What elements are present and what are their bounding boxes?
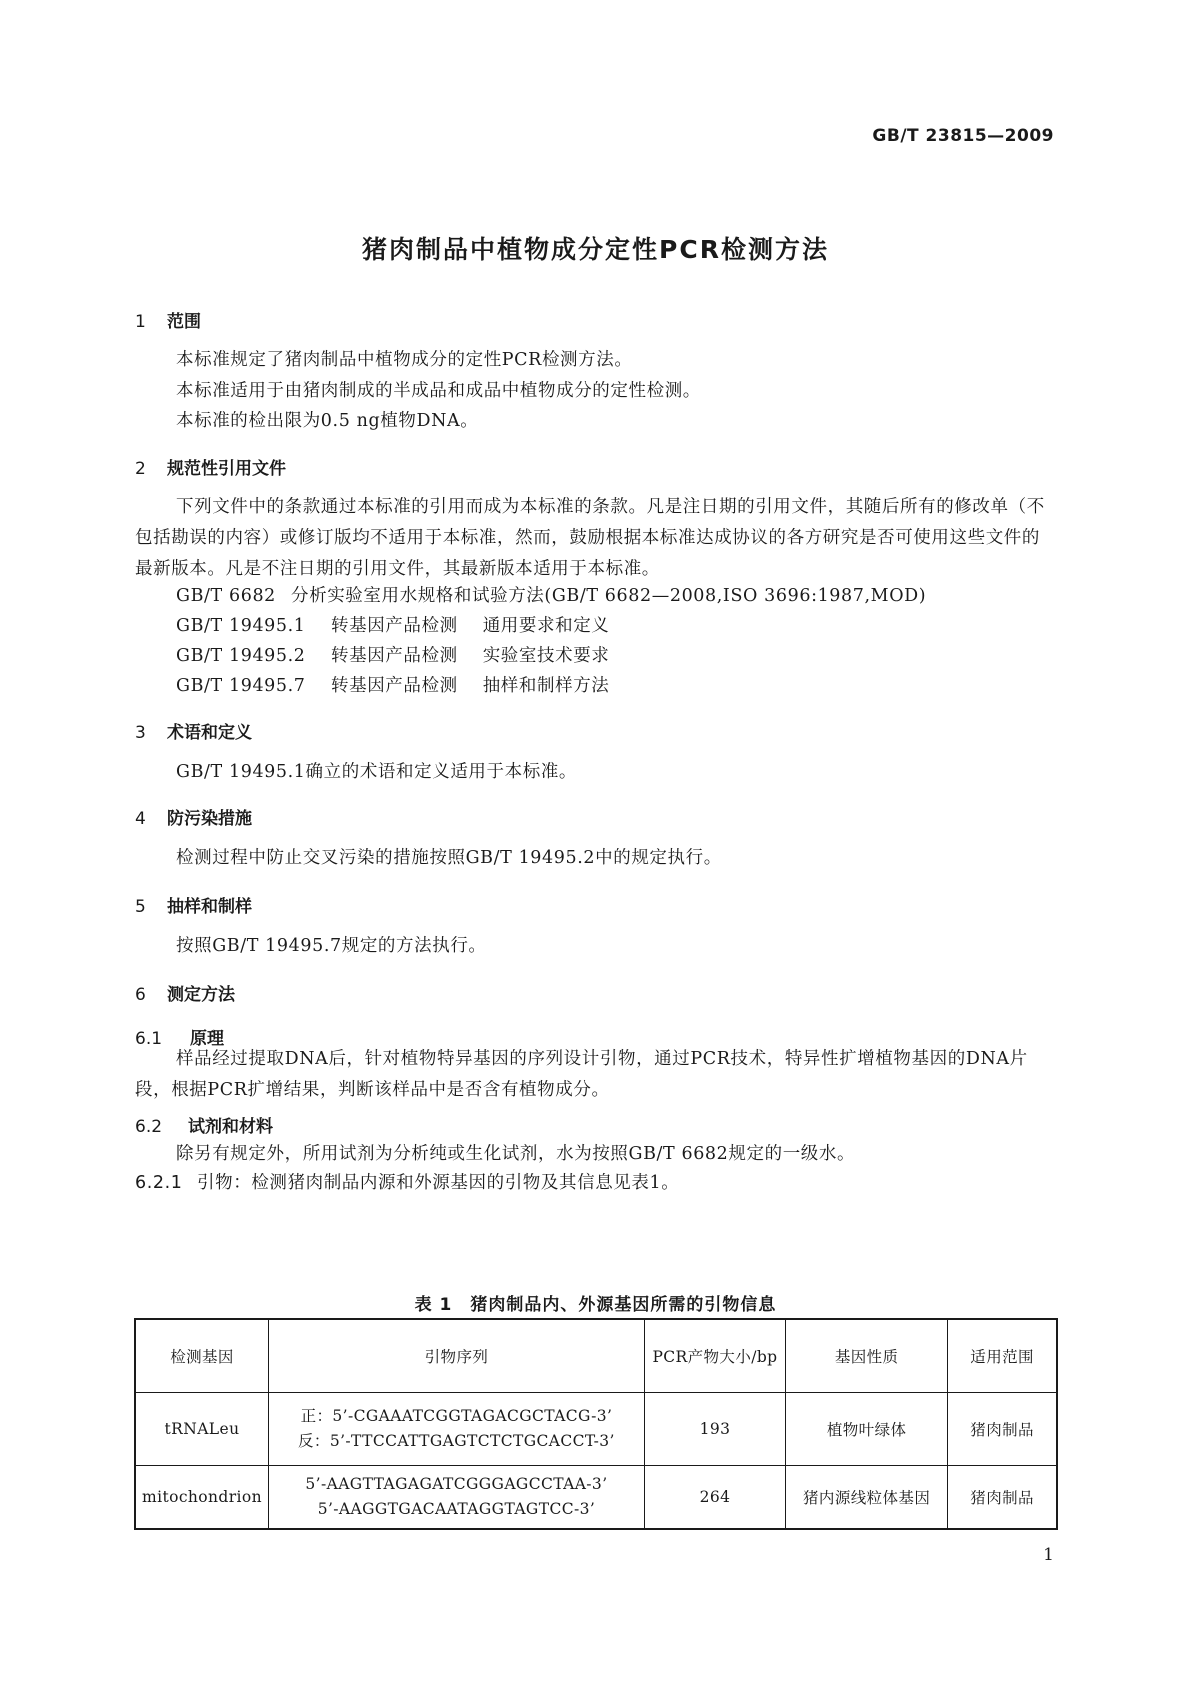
standard-number: GB/T 23815—2009: [872, 126, 1054, 146]
ref-code: GB/T 19495.7: [176, 676, 306, 696]
cell-nature: 植物叶绿体: [786, 1392, 948, 1465]
section-number: 2: [135, 459, 146, 479]
s1-para-1: 本标准规定了猪肉制品中植物成分的定性PCR检测方法。: [176, 350, 633, 370]
primer-table: [134, 1318, 1058, 1530]
table-row: [135, 1465, 1057, 1529]
section-title: 规范性引用文件: [167, 459, 286, 479]
primer-reverse: 反：5’-TTCCATTGAGTCTCTGCACCT-3’: [298, 1431, 615, 1450]
section-number: 6.1: [135, 1029, 163, 1049]
cell-size: 264: [644, 1465, 785, 1529]
ref-title: 转基因产品检测: [331, 676, 458, 696]
ref-title: 转基因产品检测: [331, 646, 458, 666]
section-title: 抽样和制样: [167, 897, 252, 917]
s1-para-3: 本标准的检出限为0.5 ng植物DNA。: [176, 411, 479, 431]
cell-scope: 猪肉制品: [948, 1465, 1057, 1529]
s5-paragraph: 按照GB/T 19495.7规定的方法执行。: [176, 936, 487, 956]
ref-title: 分析实验室用水规格和试验方法(GB/T 6682—2008,ISO 3696:1987,MOD): [291, 586, 927, 606]
section-title: 术语和定义: [167, 723, 252, 743]
s6-2-1-line: [135, 1169, 679, 1194]
section-number: 5: [135, 897, 146, 917]
cell-size: 193: [644, 1392, 785, 1465]
col-header-seq: 引物序列: [269, 1319, 645, 1392]
section-1-heading: [135, 307, 201, 332]
section-3-heading: [135, 718, 252, 743]
section-number: 6.2: [135, 1117, 163, 1137]
cell-gene: mitochondrion: [135, 1465, 269, 1529]
ref-item: [176, 642, 609, 667]
section-5-heading: [135, 892, 252, 917]
s2-paragraph: 下列文件中的条款通过本标准的引用而成为本标准的条款。凡是注日期的引用文件，其随后所有的修改单（不包括勘误的内容）或修订版均不适用于本标准，然而，鼓励根据本标准达成协议的各方研究是否可使用这些文件的最新版本。凡是不注日期的引用文件，其最新版本适用于本标准。: [135, 497, 1045, 579]
s1-para-2: 本标准适用于由猪肉制成的半成品和成品中植物成分的定性检测。: [176, 381, 701, 401]
table-caption: 表 1 猪肉制品内、外源基因所需的引物信息: [414, 1295, 777, 1315]
s3-paragraph: GB/T 19495.1确立的术语和定义适用于本标准。: [176, 762, 578, 782]
section-title: 范围: [167, 312, 201, 332]
col-header-nature: 基因性质: [786, 1319, 948, 1392]
section-number: 4: [135, 809, 146, 829]
section-6-heading: [135, 980, 235, 1005]
cell-nature: 猪内源线粒体基因: [786, 1465, 948, 1529]
cell-gene: tRNALeu: [135, 1392, 269, 1465]
ref-subtitle: 抽样和制样方法: [482, 676, 610, 696]
ref-item: [176, 672, 609, 697]
ref-subtitle: 实验室技术要求: [482, 646, 610, 666]
section-title: 测定方法: [167, 985, 235, 1005]
section-title: 试剂和材料: [188, 1117, 273, 1137]
s6-2-paragraph: 除另有规定外，所用试剂为分析纯或生化试剂，水为按照GB/T 6682规定的一级水。: [176, 1144, 856, 1164]
section-number: 1: [135, 312, 146, 332]
ref-subtitle: 通用要求和定义: [482, 616, 610, 636]
s6-2-1-text: 引物：检测猪肉制品内源和外源基因的引物及其信息见表1。: [197, 1173, 680, 1193]
section-4-heading: [135, 804, 252, 829]
section-6-2-heading: [135, 1112, 273, 1137]
page-number: 1: [1043, 1545, 1054, 1565]
ref-code: GB/T 6682: [176, 586, 276, 606]
section-title: 防污染措施: [167, 809, 252, 829]
ref-title: 转基因产品检测: [331, 616, 458, 636]
primer-forward: 正：5’-CGAAATCGGTAGACGCTACG-3’: [300, 1406, 613, 1425]
cell-seq: [269, 1465, 645, 1529]
ref-code: GB/T 19495.1: [176, 616, 306, 636]
primer-forward: 5’-AAGTTAGAGATCGGGAGCCTAA-3’: [305, 1474, 608, 1493]
section-number: 3: [135, 723, 146, 743]
ref-code: GB/T 19495.2: [176, 646, 306, 666]
col-header-size: PCR产物大小/bp: [644, 1319, 785, 1392]
s6-1-paragraph: 样品经过提取DNA后，针对植物特异基因的序列设计引物，通过PCR技术，特异性扩增植物基因的DNA片段，根据PCR扩增结果，判断该样品中是否含有植物成分。: [135, 1049, 1028, 1100]
section-number: 6.2.1: [135, 1173, 183, 1193]
ref-item: [176, 612, 609, 637]
section-title: 原理: [190, 1029, 224, 1049]
cell-scope: 猪肉制品: [948, 1392, 1057, 1465]
table-header-row: [135, 1319, 1057, 1392]
section-number: 6: [135, 985, 146, 1005]
ref-item: [176, 582, 926, 607]
col-header-gene: 检测基因: [135, 1319, 269, 1392]
col-header-scope: 适用范围: [948, 1319, 1057, 1392]
s4-paragraph: 检测过程中防止交叉污染的措施按照GB/T 19495.2中的规定执行。: [176, 848, 722, 868]
document-title: 猪肉制品中植物成分定性PCR检测方法: [362, 235, 829, 264]
table-row: [135, 1392, 1057, 1465]
cell-seq: [269, 1392, 645, 1465]
primer-reverse: 5’-AAGGTGACAATAGGTAGTCC-3’: [317, 1499, 596, 1518]
section-2-heading: [135, 454, 286, 479]
